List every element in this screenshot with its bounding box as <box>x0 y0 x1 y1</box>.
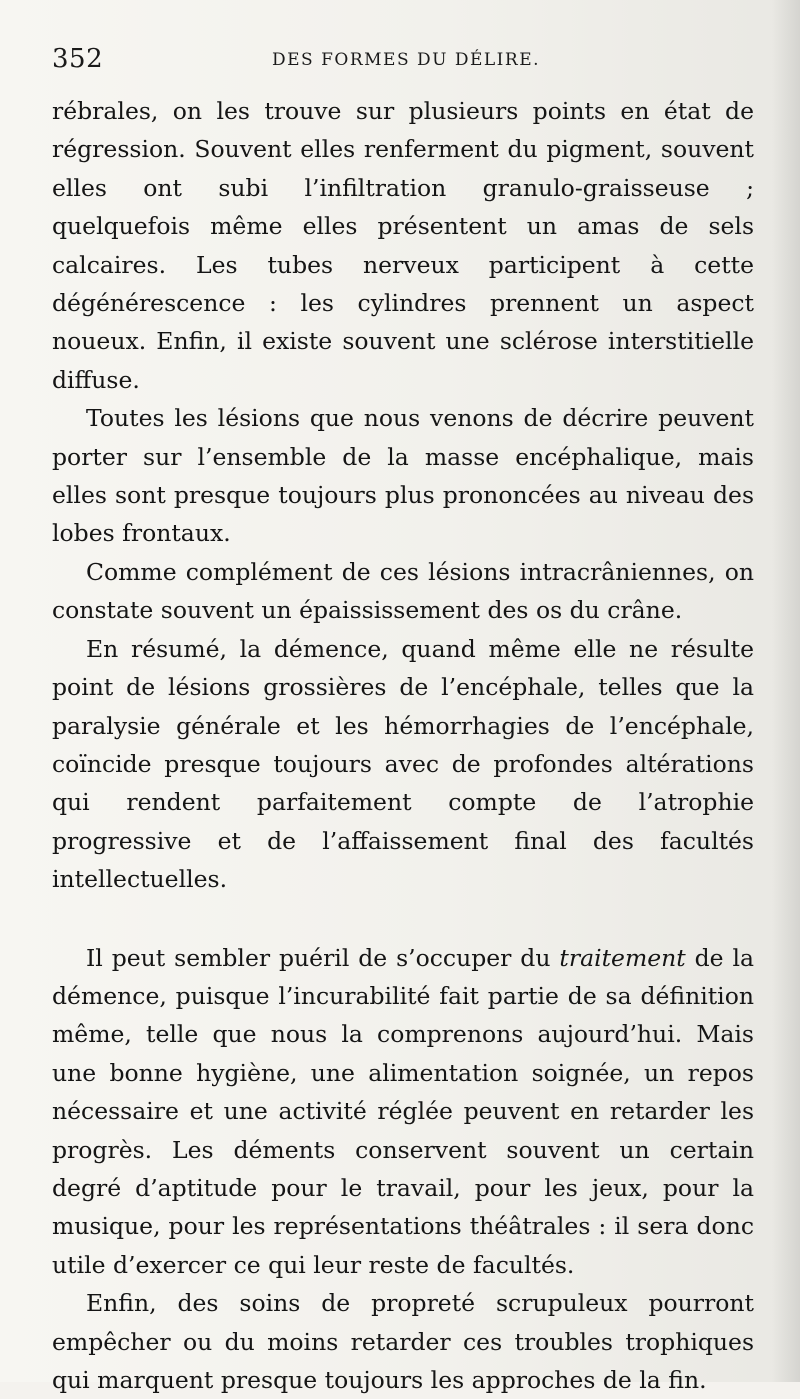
page-edge-shadow <box>772 0 800 1382</box>
paragraph-5-italic: traitement <box>559 943 686 972</box>
section-gap <box>52 899 754 939</box>
paragraph-5-start: Il peut sembler puéril de s’occuper du <box>86 943 560 972</box>
paragraph-1: rébrales, on les trouve sur plusieurs points en état de régression. Souvent elles renferment du pigment, souvent elles ont subi l’infiltration granulo-graisseuse ; quelquefois même elles présentent un amas de sels calcaires. Les tubes nerveux participent à cette dégénérescence : les cylindres prennent un aspect noueux. Enfin, il existe souvent une sclérose interstitielle diffuse. <box>52 97 754 394</box>
paragraph-3: Comme complément de ces lésions intracrâniennes, on constate souvent un épaississement des os du crâne. <box>52 557 754 625</box>
page-number: 352 <box>52 44 104 74</box>
page-header <box>52 44 752 80</box>
paragraph-6: Enfin, des soins de propreté scrupuleux pourront empêcher ou du moins retarder ces troubles trophiques qui marquent presque toujours les approches de la fin. <box>52 1289 754 1394</box>
body-text <box>52 92 754 1399</box>
paragraph-2: Toutes les lésions que nous venons de décrire peuvent porter sur l’ensemble de la masse encéphalique, mais elles sont presque toujours plus prononcées au niveau des lobes frontaux. <box>52 404 754 548</box>
paragraph-5-end: de la démence, puisque l’incurabilité fait partie de sa définition même, telle que nous la comprenons aujourd’hui. Mais une bonne hygiène, une alimentation soignée, un repos nécessaire et une activité réglée peuvent en retarder les progrès. Les déments conservent souvent un certain degré d’aptitude pour le travail, pour les jeux, pour la musique, pour les représentations théâtrales : il sera donc utile d’exercer ce qui leur reste de facultés. <box>52 943 754 1279</box>
paragraph-4: En résumé, la démence, quand même elle ne résulte point de lésions grossières de l’encéphale, telles que la paralysie générale et les hémorrhagies de l’encéphale, coïncide presque toujours avec de profondes altérations qui rendent parfaitement compte de l’atrophie progressive et de l’affaissement final des facultés intellectuelles. <box>52 634 754 894</box>
running-title: DES FORMES DU DÉLIRE. <box>272 50 541 70</box>
paragraph-5 <box>52 939 754 1285</box>
